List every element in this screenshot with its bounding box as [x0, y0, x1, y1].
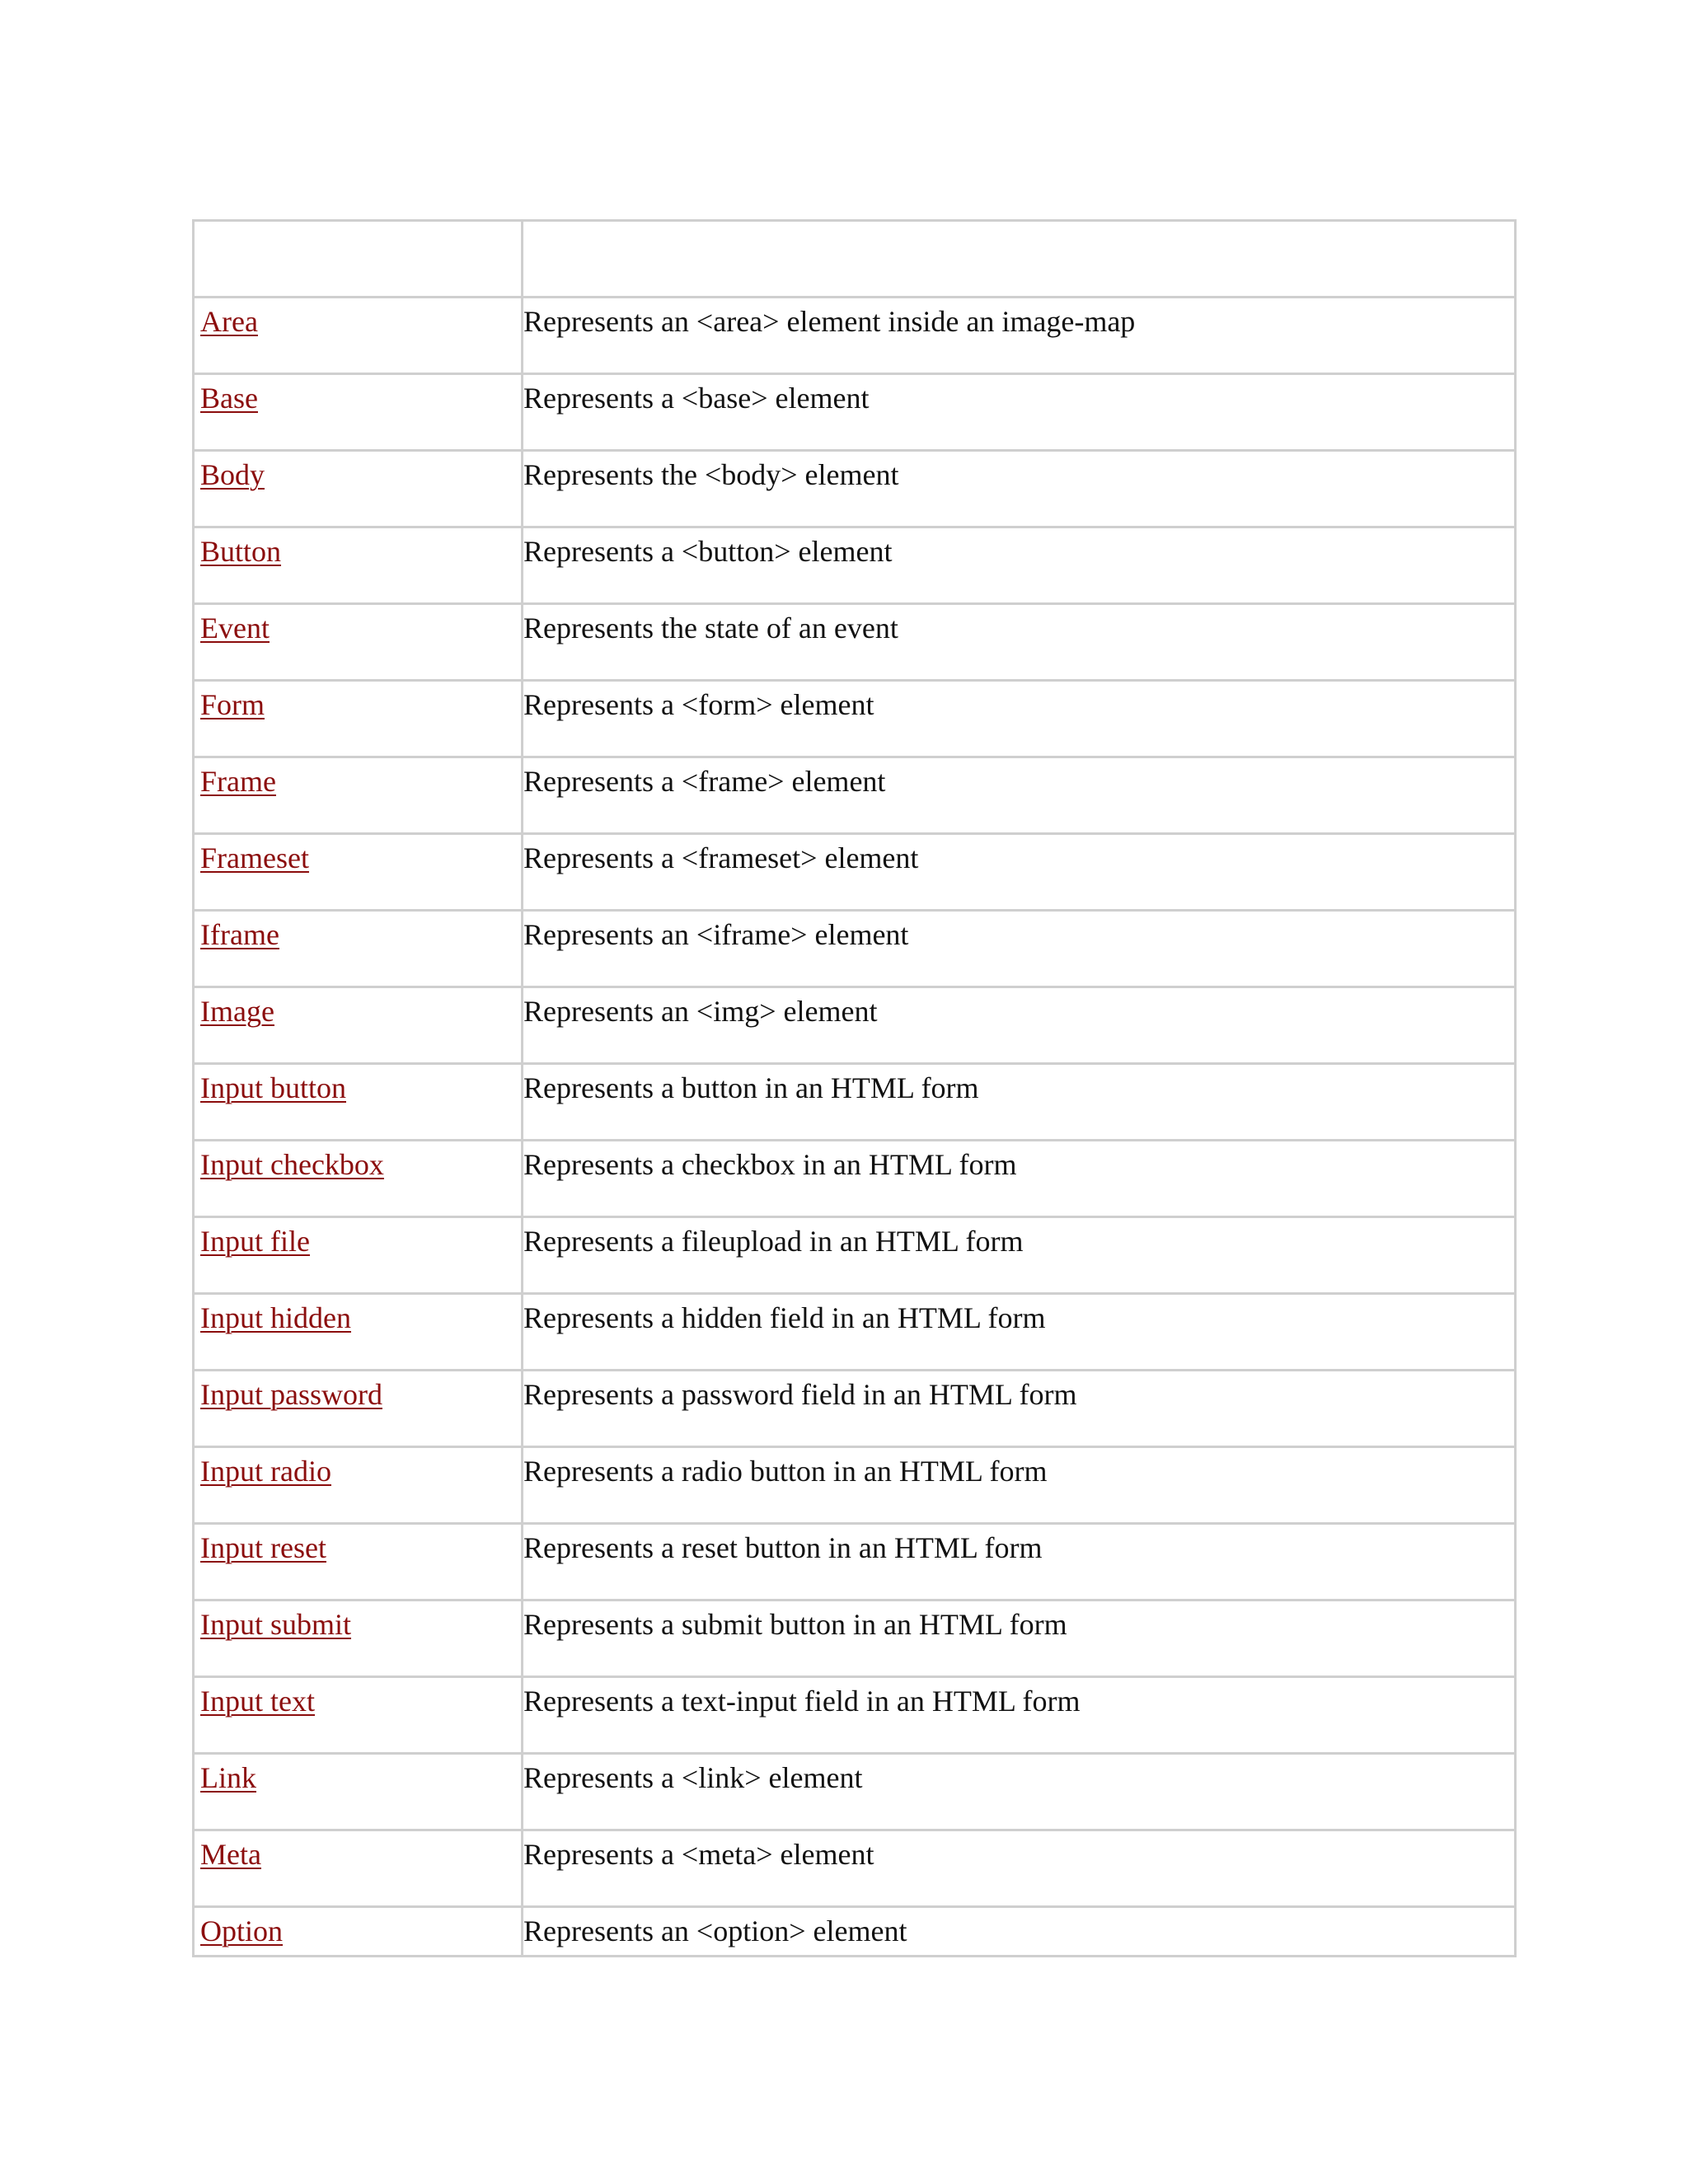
object-name-cell: [194, 604, 523, 681]
object-name-cell: [194, 757, 523, 834]
object-link-input-checkbox[interactable]: Input checkbox: [200, 1148, 384, 1181]
table-row: [194, 1217, 1516, 1294]
object-name-cell: [194, 1524, 523, 1601]
object-description: Represents an <img> element: [523, 987, 1516, 1064]
object-description: Represents a <form> element: [523, 681, 1516, 757]
object-description: Represents an <option> element: [523, 1907, 1516, 1957]
object-link-frame[interactable]: Frame: [200, 765, 276, 798]
table-row: [194, 451, 1516, 527]
object-link-meta[interactable]: Meta: [200, 1838, 261, 1871]
object-description: Represents a <link> element: [523, 1754, 1516, 1830]
table-row: [194, 1447, 1516, 1524]
object-name-cell: [194, 374, 523, 451]
table-row: [194, 1830, 1516, 1907]
table-row: [194, 604, 1516, 681]
object-description: Represents a reset button in an HTML form: [523, 1524, 1516, 1601]
object-link-event[interactable]: Event: [200, 612, 270, 644]
object-link-input-reset[interactable]: Input reset: [200, 1531, 326, 1564]
table-row: [194, 987, 1516, 1064]
object-description: Represents a button in an HTML form: [523, 1064, 1516, 1141]
object-name-cell: [194, 1447, 523, 1524]
object-name-cell: [194, 1217, 523, 1294]
object-name-cell: [194, 1141, 523, 1217]
table-row: [194, 1677, 1516, 1754]
object-link-input-password[interactable]: Input password: [200, 1378, 382, 1411]
object-description: Represents a submit button in an HTML form: [523, 1601, 1516, 1677]
table-row: [194, 298, 1516, 374]
object-description: Represents a <frameset> element: [523, 834, 1516, 911]
object-link-form[interactable]: Form: [200, 688, 265, 721]
object-link-frameset[interactable]: Frameset: [200, 841, 309, 874]
object-description: Represents a <base> element: [523, 374, 1516, 451]
object-name-cell: [194, 1907, 523, 1957]
object-name-cell: [194, 298, 523, 374]
object-name-cell: [194, 1677, 523, 1754]
object-description: Represents a <meta> element: [523, 1830, 1516, 1907]
object-name-cell: [194, 1754, 523, 1830]
object-name-cell: [194, 1371, 523, 1447]
object-name-cell: [194, 527, 523, 604]
object-link-input-button[interactable]: Input button: [200, 1071, 346, 1104]
object-link-input-hidden[interactable]: Input hidden: [200, 1301, 351, 1334]
table-row: [194, 1524, 1516, 1601]
object-name-cell: [194, 1601, 523, 1677]
object-description: Represents the <body> element: [523, 451, 1516, 527]
object-link-option[interactable]: Option: [200, 1915, 284, 1947]
object-description: Represents a radio button in an HTML form: [523, 1447, 1516, 1524]
table-row: [194, 1064, 1516, 1141]
object-link-base[interactable]: Base: [200, 382, 258, 415]
object-name-cell: [194, 911, 523, 987]
object-description: Represents a password field in an HTML form: [523, 1371, 1516, 1447]
table-row: [194, 911, 1516, 987]
object-name-cell: [194, 1064, 523, 1141]
object-reference-table: [192, 219, 1517, 1957]
table-row: [194, 1601, 1516, 1677]
header-cell-description: [523, 221, 1516, 298]
table-row: [194, 1754, 1516, 1830]
object-description: Represents a text-input field in an HTML form: [523, 1677, 1516, 1754]
table-row: [194, 1907, 1516, 1957]
object-name-cell: [194, 451, 523, 527]
object-link-link[interactable]: Link: [200, 1761, 256, 1794]
table-row: [194, 681, 1516, 757]
table-row: [194, 527, 1516, 604]
table-row: [194, 757, 1516, 834]
object-description: Represents a fileupload in an HTML form: [523, 1217, 1516, 1294]
object-link-input-file[interactable]: Input file: [200, 1225, 310, 1258]
object-link-area[interactable]: Area: [200, 305, 258, 338]
object-description: Represents a <button> element: [523, 527, 1516, 604]
object-description: Represents an <area> element inside an image-map: [523, 298, 1516, 374]
object-description: Represents a checkbox in an HTML form: [523, 1141, 1516, 1217]
object-link-image[interactable]: Image: [200, 995, 274, 1028]
object-description: Represents an <iframe> element: [523, 911, 1516, 987]
object-description: Represents a <frame> element: [523, 757, 1516, 834]
table-row: [194, 374, 1516, 451]
table-row: [194, 1371, 1516, 1447]
object-description: Represents a hidden field in an HTML form: [523, 1294, 1516, 1371]
object-name-cell: [194, 681, 523, 757]
table-row: [194, 834, 1516, 911]
object-link-button[interactable]: Button: [200, 535, 282, 568]
table-header-row: [194, 221, 1516, 298]
object-name-cell: [194, 834, 523, 911]
table-row: [194, 1294, 1516, 1371]
object-name-cell: [194, 1294, 523, 1371]
header-cell-name: [194, 221, 523, 298]
object-name-cell: [194, 987, 523, 1064]
object-link-input-text[interactable]: Input text: [200, 1685, 315, 1718]
table-row: [194, 1141, 1516, 1217]
object-description: Represents the state of an event: [523, 604, 1516, 681]
object-link-input-radio[interactable]: Input radio: [200, 1455, 331, 1488]
object-name-cell: [194, 1830, 523, 1907]
object-link-body[interactable]: Body: [200, 458, 265, 491]
object-link-input-submit[interactable]: Input submit: [200, 1608, 352, 1641]
object-link-iframe[interactable]: Iframe: [200, 918, 279, 951]
